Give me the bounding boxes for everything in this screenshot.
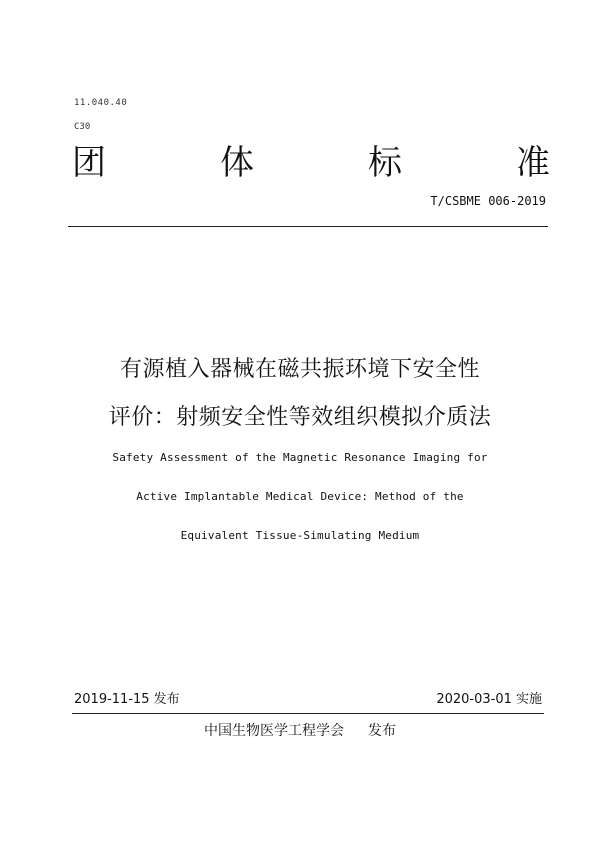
publisher-name: 中国生物医学工程学会: [204, 723, 344, 739]
standard-type-char-2: 体: [220, 143, 254, 183]
standard-number: T/CSBME 006-2019: [430, 194, 546, 208]
english-title-line-1: Safety Assessment of the Magnetic Resonance Imaging for: [112, 451, 488, 464]
footer-divider: [72, 713, 544, 714]
english-title-line-2: Active Implantable Medical Device: Method of the: [136, 490, 464, 503]
header-divider: [68, 226, 548, 227]
ics-code: 11.040.40: [74, 98, 128, 108]
standard-type-char-1: 团: [72, 143, 106, 183]
publisher-line: [0, 720, 600, 740]
english-title-line-3: Equivalent Tissue-Simulating Medium: [180, 529, 420, 542]
implementation-date: 2020-03-01 实施: [436, 692, 542, 707]
chinese-title-line-1: 有源植入器械在磁共振环境下安全性: [119, 357, 480, 382]
publisher-action: 发布: [368, 723, 396, 739]
chinese-title-line-2: 评价：射频安全性等效组织模拟介质法: [108, 405, 492, 430]
standard-type-char-3: 标: [368, 143, 402, 183]
ccs-code: C30: [74, 122, 91, 132]
standard-type-char-4: 准: [516, 143, 550, 183]
issue-date: 2019-11-15 发布: [74, 692, 180, 707]
standard-type-heading: [72, 140, 550, 186]
